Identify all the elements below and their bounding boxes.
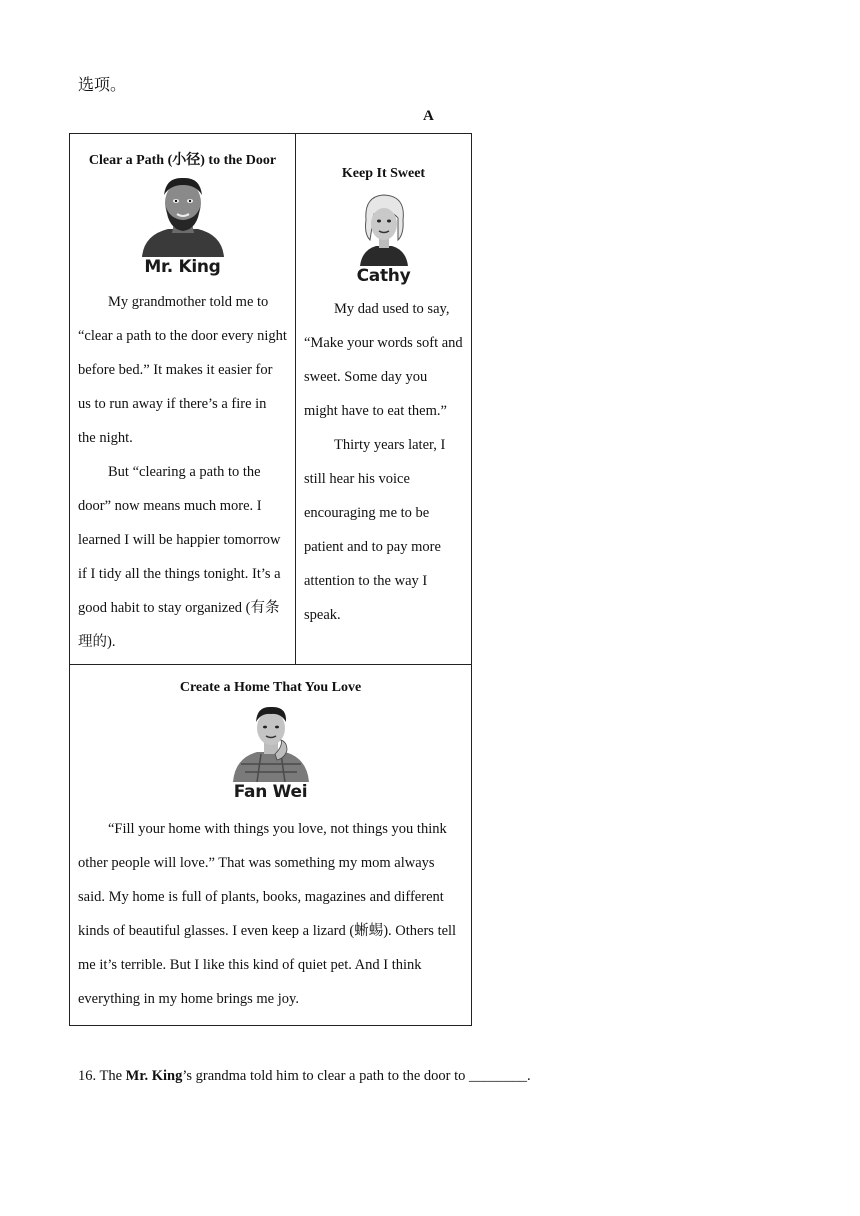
passage-table — [69, 133, 472, 1026]
card-mr-king — [70, 134, 296, 665]
fan-wei-portrait — [231, 702, 311, 782]
card-title: Keep It Sweet — [341, 166, 426, 181]
mr-king-paragraph-2: But “clearing a path to the door” now means much more. I learned I will be happier tomorrow if I tidy all the things tonight. It’s a good habit to stay organized (有条理的). — [78, 464, 281, 650]
question-prefix: 16. The — [78, 1068, 126, 1084]
cathy-paragraph-1: My dad used to say, “Make your words soft and sweet. Some day you might have to eat them.” — [304, 301, 463, 419]
question-rest: ’s grandma told him to clear a path to the door to ________. — [182, 1068, 531, 1084]
fan-wei-name-tag: Fan Wei — [233, 782, 308, 802]
cathy-portrait — [354, 190, 414, 266]
card-title: Clear a Path (小径) to the Door — [88, 153, 277, 168]
card-cathy — [296, 134, 472, 665]
question-16 — [78, 1068, 531, 1085]
cathy-name-tag: Cathy — [356, 266, 411, 286]
fan-wei-paragraph-1: “Fill your home with things you love, not things you think other people will love.” That was something my mom always said. My home is full of plants, books, magazines and different kinds of beautiful glasses. I even keep a lizard (蜥蜴). Others tell me it’s terrible. But I like this kind of quiet pet. And I think everything in my home brings me joy. — [78, 821, 457, 1007]
card-fan-wei — [70, 665, 472, 1026]
mr-king-paragraph-1: My grandmother told me to “clear a path to the door every night before bed.” It makes it easier for us to run away if there’s a fire in the night. — [78, 294, 287, 446]
card-title: Create a Home That You Love — [179, 680, 362, 695]
section-label: A — [423, 108, 434, 124]
cathy-paragraph-2: Thirty years later, I still hear his voice encouraging me to be patient and to pay more attention to the way I speak. — [304, 437, 446, 623]
mr-king-portrait — [138, 173, 228, 257]
question-bold-name: Mr. King — [125, 1068, 183, 1084]
intro-text: 选项。 — [78, 77, 127, 94]
mr-king-name-tag: Mr. King — [144, 257, 221, 277]
